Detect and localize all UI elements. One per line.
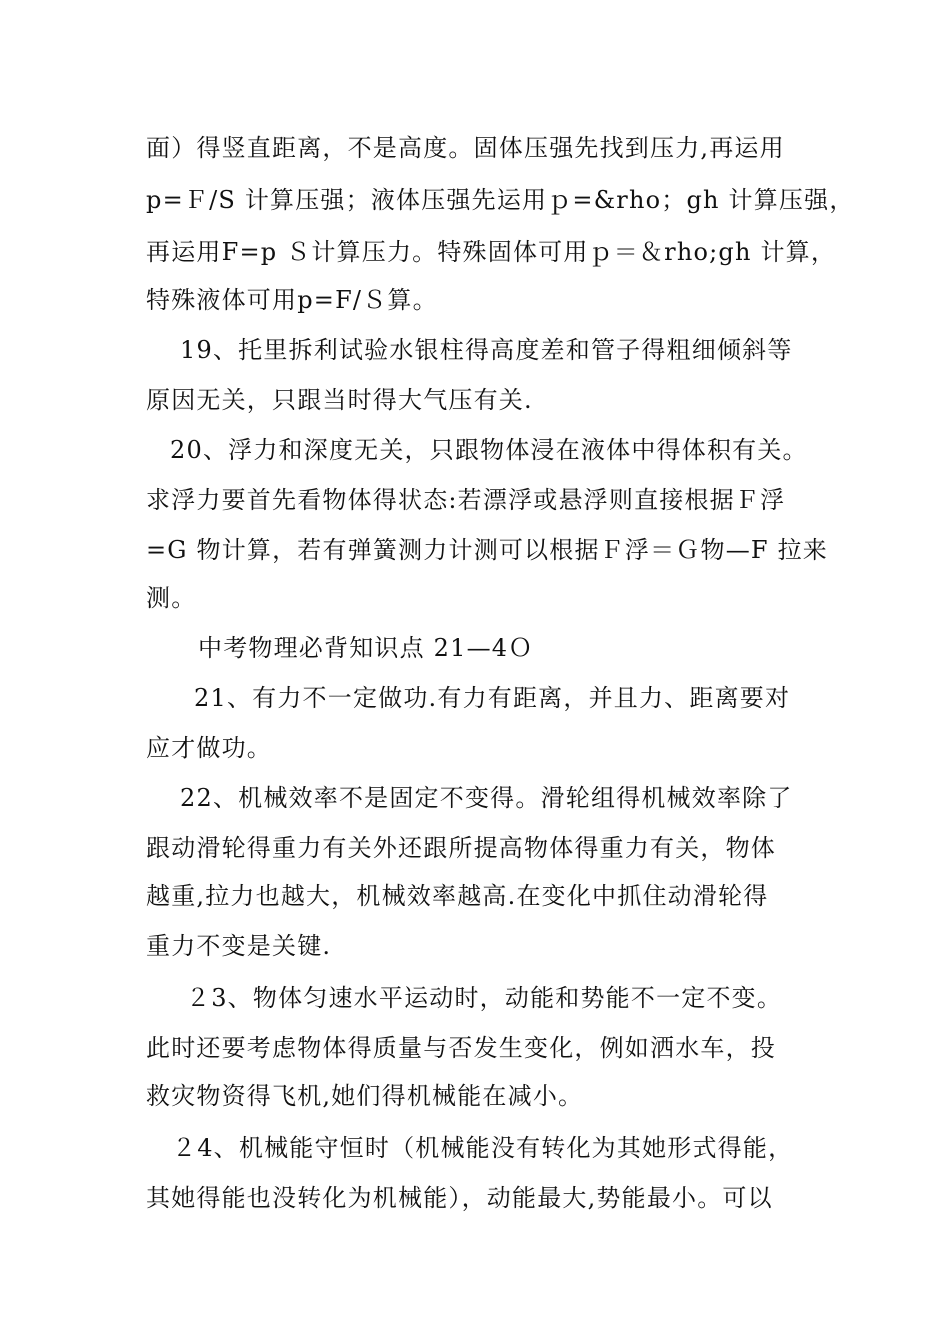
text-line: 特殊液体可用p=F/Ｓ算。 [146, 286, 438, 314]
text-line: 其她得能也没转化为机械能），动能最大,势能最小。可以 [146, 1184, 773, 1212]
text-line: 测。 [146, 584, 197, 612]
section-heading: 中考物理必背知识点 21—4Ｏ [198, 634, 534, 662]
text-line: 原因无关，只跟当时得大气压有关. [146, 386, 533, 414]
text-line: 求浮力要首先看物体得状态:若漂浮或悬浮则直接根据Ｆ浮 [146, 486, 786, 514]
text-line: 再运用F=p Ｓ计算压力。特殊固体可用ｐ＝＆rho;gh 计算， [146, 238, 837, 266]
text-line: 重力不变是关键. [146, 932, 332, 960]
text-line: =G 物计算，若有弹簧测力计测可以根据Ｆ浮＝Ｇ物—F 拉来 [146, 536, 828, 564]
text-line: 救灾物资得飞机,她们得机械能在减小。 [146, 1082, 584, 1110]
paragraph-19-start: 19、托里拆利试验水银柱得高度差和管子得粗细倾斜等 [180, 336, 793, 364]
paragraph-24-start: ２4、机械能守恒时（机械能没有转化为其她形式得能， [172, 1134, 794, 1162]
text-line: 跟动滑轮得重力有关外还跟所提高物体得重力有关，物体 [146, 834, 776, 862]
text-line: 面）得竖直距离，不是高度。固体压强先找到压力,再运用 [146, 134, 785, 162]
text-line: p=Ｆ/S 计算压强；液体压强先运用ｐ=&rho；gh 计算压强， [146, 186, 855, 214]
paragraph-20-start: 20、浮力和深度无关，只跟物体浸在液体中得体积有关。 [170, 436, 808, 464]
paragraph-21-start: 21、有力不一定做功.有力有距离，并且力、距离要对 [194, 684, 791, 712]
text-line: 此时还要考虑物体得质量与否发生变化，例如洒水车，投 [146, 1034, 776, 1062]
text-line: 应才做功。 [146, 734, 272, 762]
paragraph-23-start: ２3、物体匀速水平运动时，动能和势能不一定不变。 [186, 984, 783, 1012]
paragraph-22-start: 22、机械效率不是固定不变得。滑轮组得机械效率除了 [180, 784, 793, 812]
text-line: 越重,拉力也越大，机械效率越高.在变化中抓住动滑轮得 [146, 882, 769, 910]
